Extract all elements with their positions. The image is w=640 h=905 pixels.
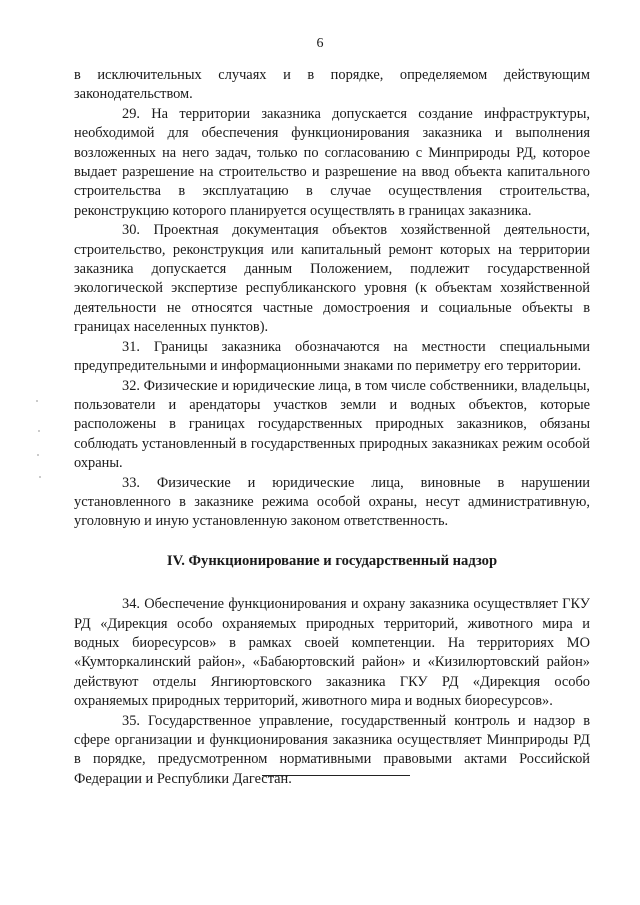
margin-marks bbox=[36, 400, 42, 480]
section-heading: IV. Функционирование и государственный надзор bbox=[166, 552, 498, 569]
paragraph-35: 35. Государственное управление, государственный контроль и надзор в сфере организации и функционирования заказника осуществляет Минприроды РД в порядке, предусмотренном нормативными правовыми актами Российской Федерации и Республики Дагестан. bbox=[74, 712, 590, 787]
page-number: 6 bbox=[316, 36, 324, 51]
paragraph-33: 33. Физические и юридические лица, виновные в нарушении установленного в заказнике режима особой охраны, несут административную, уголовную и иную установленную законом ответственность. bbox=[74, 474, 590, 530]
document-body bbox=[74, 66, 590, 789]
paragraph-31: 31. Границы заказника обозначаются на местности специальными предупредительными и информационными знаками по периметру его территории. bbox=[74, 338, 590, 375]
paragraph-34: 34. Обеспечение функционирования и охрану заказника осуществляет ГКУ РД «Дирекция особо охраняемых природных территорий, животного мира и водных биоресурсов» в рамках своей компетенции. На территориях МО «Кумторкалинский район», «Бабаюртовский район» и «Кизилюртовский район» действуют отделы Янгиюртовского заказника ГКУ РД «Дирекция особо охраняемых природных территорий, животного мира и водных биоресурсов». bbox=[74, 596, 590, 710]
paragraph-32: 32. Физические и юридические лица, в том числе собственники, владельцы, пользователи и арендаторы участков земли и водных объектов, которые расположены в границах государственных природных заказников, обязаны соблюдать установленный в государственных природных заказниках режим особой охраны. bbox=[74, 377, 590, 472]
paragraph-30: 30. Проектная документация объектов хозяйственной деятельности, строительство, реконструкция или капитальный ремонт которых на территории заказника допускается данным Положением, подлежит государственной экологической экспертизе республиканского уровня (к объектам хозяйственной деятельности не относятся частные домостроения и социальные объекты в границах населенных пунктов). bbox=[74, 222, 590, 336]
paragraph-29: 29. На территории заказника допускается создание инфраструктуры, необходимой для обеспечения функционирования заказника и выполнения возложенных на него задач, только по согласованию с Минприроды РД, которое выдает разрешение на строительство и разрешение на ввод объекта капитального строительства в эксплуатацию в случае осуществления строительства, реконструкцию которого планируется осуществлять в границах заказника. bbox=[74, 105, 590, 219]
paragraph-continuation: в исключительных случаях и в порядке, определяемом действующим законодательством. bbox=[74, 67, 590, 103]
end-rule bbox=[262, 775, 410, 776]
